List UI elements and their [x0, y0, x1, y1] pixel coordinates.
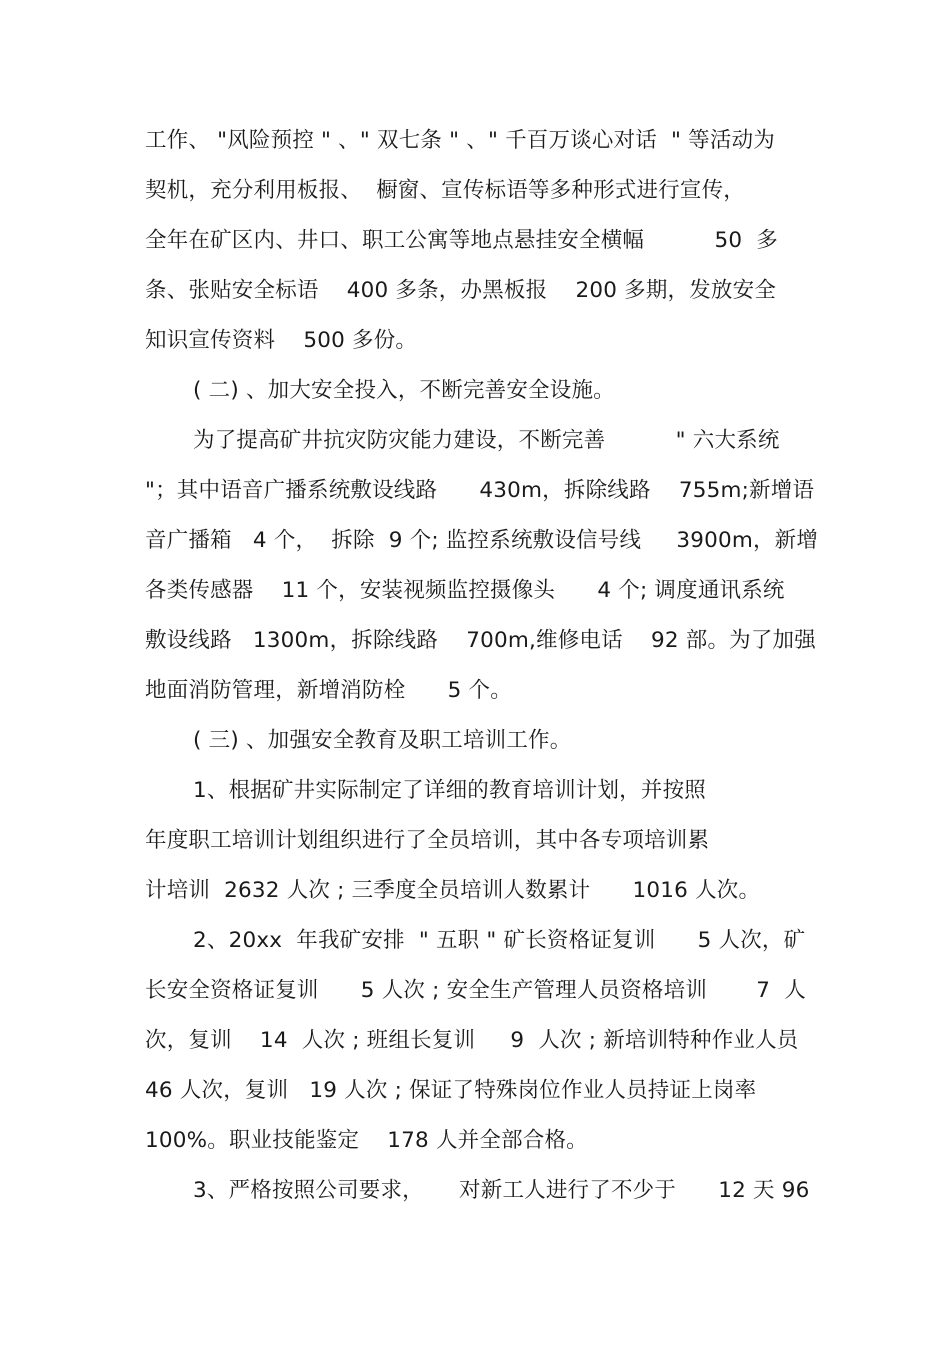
section-heading: ( 三) 、加强安全教育及职工培训工作。	[193, 728, 572, 753]
text-line: 契机，充分利用板报、 橱窗、宣传标语等多种形式进行宣传，	[145, 178, 745, 203]
text-line: 为了提高矿井抗灾防灾能力建设，不断完善 " 六大系统	[193, 428, 780, 453]
text-line: 100%。职业技能鉴定 178 人并全部合格。	[145, 1128, 588, 1153]
text-line: 条、张贴安全标语 400 多条，办黑板报 200 多期，发放安全	[145, 278, 777, 303]
text-line: 音广播箱 4 个， 拆除 9 个; 监控系统敷设信号线 3900m，新增	[145, 528, 819, 553]
section-heading: ( 二) 、加大安全投入，不断完善安全设施。	[193, 378, 615, 403]
text-line: 次，复训 14 人次 ; 班组长复训 9 人次 ; 新培训特种作业人员	[145, 1028, 799, 1053]
text-line: 3、严格按照公司要求， 对新工人进行了不少于 12 天 96	[193, 1178, 810, 1203]
text-line: 46 人次，复训 19 人次 ; 保证了特殊岗位作业人员持证上岗率	[145, 1078, 757, 1103]
text-line: 地面消防管理，新增消防栓 5 个。	[145, 678, 512, 703]
text-line: 计培训 2632 人次 ; 三季度全员培训人数累计 1016 人次。	[145, 878, 761, 903]
text-line: 长安全资格证复训 5 人次 ; 安全生产管理人员资格培训 7 人	[145, 978, 806, 1003]
text-line: 工作、 "风险预控 " 、" 双七条 " 、" 千百万谈心对话 " 等活动为	[145, 128, 775, 153]
text-line: 1、根据矿井实际制定了详细的教育培训计划，并按照	[193, 778, 706, 803]
text-line: 全年在矿区内、井口、职工公寓等地点悬挂安全横幅 50 多	[145, 228, 778, 253]
text-line: "；其中语音广播系统敷设线路 430m，拆除线路 755m;新增语	[145, 478, 815, 503]
text-line: 敷设线路 1300m，拆除线路 700m,维修电话 92 部。为了加强	[145, 628, 816, 653]
text-line: 各类传感器 11 个，安装视频监控摄像头 4 个; 调度通讯系统	[145, 578, 785, 603]
text-line: 2、20xx 年我矿安排 " 五职 " 矿长资格证复训 5 人次，矿	[193, 928, 806, 953]
text-line: 知识宣传资料 500 多份。	[145, 328, 418, 353]
text-line: 年度职工培训计划组织进行了全员培训，其中各专项培训累	[145, 828, 710, 853]
